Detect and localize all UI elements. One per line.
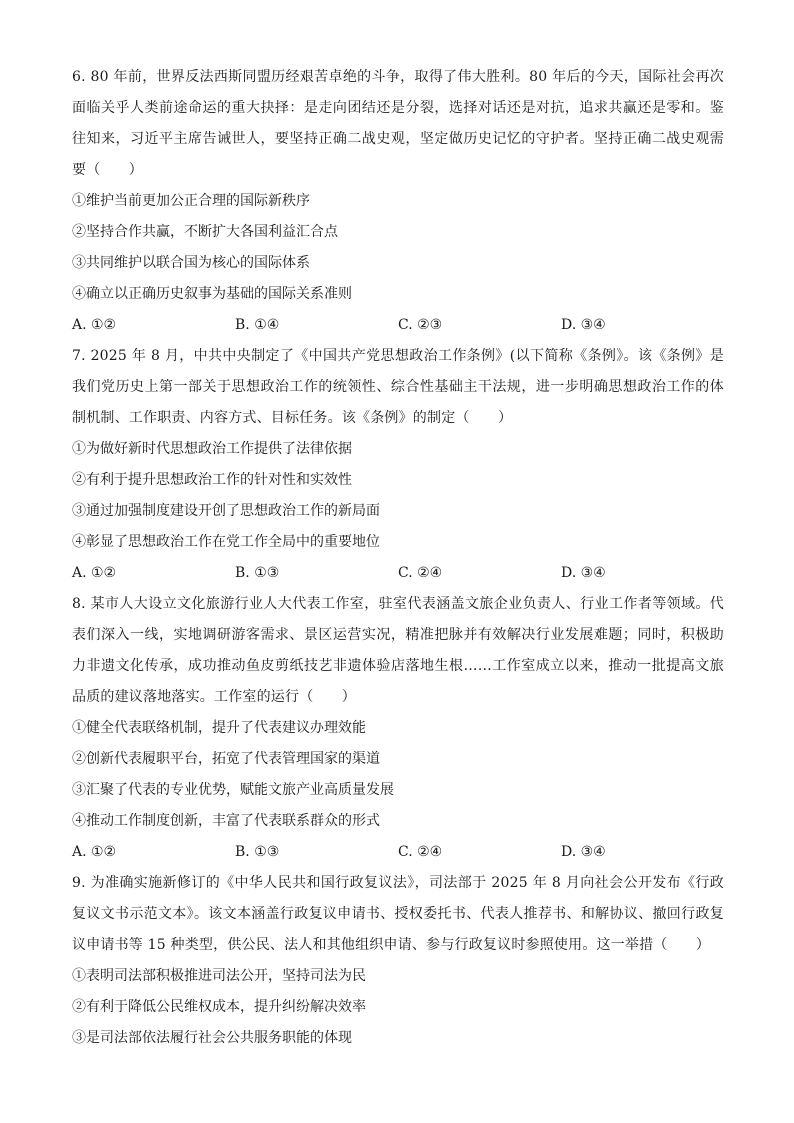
choice-c: C. ②③ <box>398 317 443 333</box>
question-stem: 6. 80 年前，世界反法西斯同盟历经艰苦卓绝的斗争，取得了伟大胜利。80 年后的今天，国际社会再次面临关乎人类前途命运的重大抉择：是走向团结还是分裂，选择对话还是对抗，追求共赢还是零和。鉴往知来，习近平主席告诫世人，要坚持正确二战史观，坚定做历史记忆的守护者。坚持正确二战史观需要（ ） <box>72 69 724 178</box>
option-3: ③通过加强制度建设开创了思想政治工作的新局面 <box>72 503 380 519</box>
choice-c: C. ②④ <box>398 844 443 860</box>
option-1: ①为做好新时代思想政治工作提供了法律依据 <box>72 441 352 457</box>
question-6 <box>72 62 724 341</box>
choice-a: A. ①② <box>72 844 117 860</box>
option-4: ④彰显了思想政治工作在党工作全局中的重要地位 <box>72 534 380 550</box>
choice-b: B. ①③ <box>235 565 280 581</box>
choice-c: C. ②④ <box>398 565 443 581</box>
question-8 <box>72 589 724 868</box>
option-3: ③是司法部依法履行社会公共服务职能的体现 <box>72 1030 352 1046</box>
option-1: ①健全代表联络机制，提升了代表建议办理效能 <box>72 720 366 736</box>
choice-a: A. ①② <box>72 565 117 581</box>
option-4: ④推动工作制度创新，丰富了代表联系群众的形式 <box>72 813 380 829</box>
option-4: ④确立以正确历史叙事为基础的国际关系准则 <box>72 286 352 302</box>
option-2: ②坚持合作共赢，不断扩大各国利益汇合点 <box>72 224 338 240</box>
choice-b: B. ①④ <box>235 317 280 333</box>
choice-d: D. ③④ <box>561 565 606 581</box>
option-2: ②有利于提升思想政治工作的针对性和实效性 <box>72 472 352 488</box>
answer-choices <box>72 310 724 341</box>
question-stem: 9. 为准确实施新修订的《中华人民共和国行政复议法》，司法部于 2025 年 8 月向社会公开发布《行政复议文书示范文本》。该文本涵盖行政复议申请书、授权委托书、代表人推荐书、和解协议、撤回行政复议申请书等 15 种类型，供公民、法人和其他组织申请、参与行政复议时参照使用。这一举措（ ） <box>72 875 724 953</box>
question-7 <box>72 341 724 589</box>
answer-choices <box>72 558 724 589</box>
choice-a: A. ①② <box>72 317 117 333</box>
question-9 <box>72 868 724 1054</box>
option-2: ②创新代表履职平台，拓宽了代表管理国家的渠道 <box>72 751 380 767</box>
choice-d: D. ③④ <box>561 317 606 333</box>
option-3: ③汇聚了代表的专业优势，赋能文旅产业高质量发展 <box>72 782 394 798</box>
question-stem: 7. 2025 年 8 月，中共中央制定了《中国共产党思想政治工作条例》(以下简称《条例》。该《条例》是我们党历史上第一部关于思想政治工作的统领性、综合性基础主干法规，进一步明确思想政治工作的体制机制、工作职责、内容方式、目标任务。该《条例》的制定（ ） <box>72 348 724 426</box>
choice-b: B. ①③ <box>235 844 280 860</box>
choice-d: D. ③④ <box>561 844 606 860</box>
option-3: ③共同维护以联合国为核心的国际体系 <box>72 255 310 271</box>
exam-page <box>72 62 724 1054</box>
option-1: ①表明司法部积极推进司法公开，坚持司法为民 <box>72 968 366 984</box>
option-2: ②有利于降低公民维权成本，提升纠纷解决效率 <box>72 999 366 1015</box>
question-stem: 8. 某市人大设立文化旅游行业人大代表工作室，驻室代表涵盖文旅企业负责人、行业工作者等领域。代表们深入一线，实地调研游客需求、景区运营实况，精准把脉并有效解决行业发展难题；同时，积极助力非遗文化传承，成功推动鱼皮剪纸技艺非遗体验店落地生根……工作室成立以来，推动一批提高文旅品质的建议落地落实。工作室的运行（ ） <box>72 596 724 705</box>
answer-choices <box>72 837 724 868</box>
option-1: ①维护当前更加公正合理的国际新秩序 <box>72 193 310 209</box>
